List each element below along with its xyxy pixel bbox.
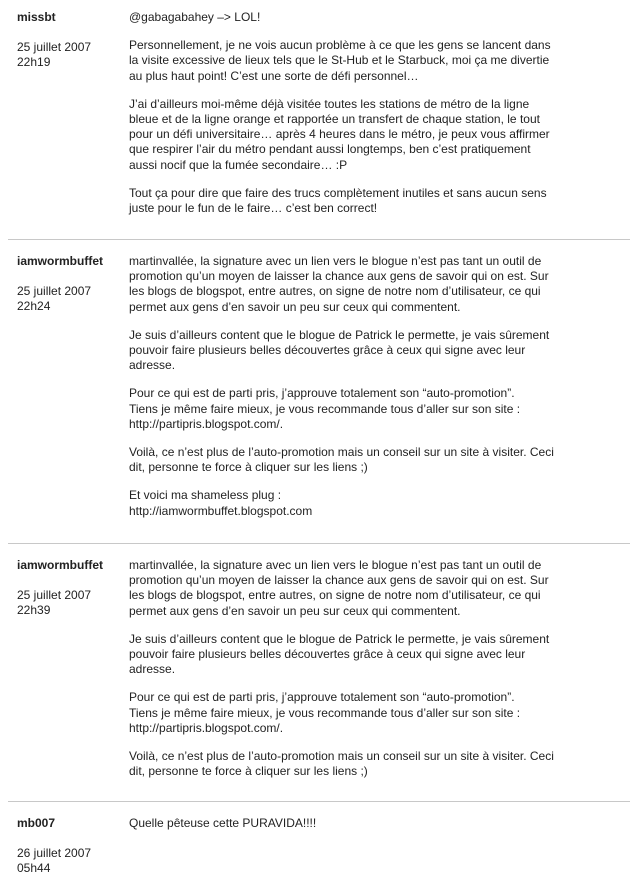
comment-time: 22h24 [17,299,51,313]
comment-meta [8,558,129,801]
comment-date: 25 juillet 2007 [17,588,92,602]
comment-meta [8,254,129,543]
comment-paragraph: Personnellement, je ne vois aucun problème à ce que les gens se lancent dans la visite excessive de lieux tels que le St-Hub et le Starbuck, moi ça me divertie au plus haut point! C’est une sorte de défi personnel… [129,38,551,83]
comment-time: 22h39 [17,603,51,617]
comment-timestamp [17,588,129,618]
comment-time: 22h19 [17,55,51,69]
comment-author[interactable]: mb007 [17,816,56,830]
comment-timestamp [17,846,129,876]
comment-paragraph: Pour ce qui est de parti pris, j’approuve totalement son “auto-promotion”. Tiens je même faire mieux, je vous recommande tous d’aller sur son site : http://partipris.blogspot.com/. [129,386,521,431]
comment-timestamp [17,40,129,70]
comment-body [129,254,630,543]
comment-paragraph: J’ai d’ailleurs moi-même déjà visitée toutes les stations de métro de la ligne bleue et de la ligne orange et rapportée un transfert de chaque station, le tout pour un défi universitaire… après 4 heures dans le métro, je peux vous affirmer que respirer l’air du métro pendant aussi longtemps, ben c’est pratiquement aussi nocif que la fumée secondaire… :P [129,96,550,172]
comment-time: 05h44 [17,861,51,875]
comment-timestamp [17,284,129,314]
comment-list [8,0,630,892]
comment-body [129,10,630,239]
comment-paragraph: Pour ce qui est de parti pris, j’approuve totalement son “auto-promotion”. Tiens je même faire mieux, je vous recommande tous d’aller sur son site : http://partipris.blogspot.com/. [129,690,521,735]
comment-author[interactable]: iamwormbuffet [17,254,104,268]
comment-meta [8,816,129,892]
comment-date: 25 juillet 2007 [17,284,92,298]
comment-paragraph: Et voici ma shameless plug : http://iamwormbuffet.blogspot.com [129,488,313,518]
comment-paragraph: martinvallée, la signature avec un lien vers le blogue n’est pas tant un outil de promotion qu’un moyen de laisser la chance aux gens de savoir qui on est. Sur les blogs de blogspot, entre autres, on signe de notre nom d’utilisateur, ce qui permet aux gens d’en savoir un peu sur ceux qui commentent. [129,254,549,314]
comment-paragraph: Tout ça pour dire que faire des trucs complètement inutiles et sans aucun sens juste pour le fun de le faire… c’est ben correct! [129,185,547,216]
comment-paragraph: Je suis d’ailleurs content que le blogue de Patrick le permette, je vais sûrement pouvoir faire plusieurs belles découvertes grâce à ceux qui signe avec leur adresse. [129,327,550,373]
comment-meta [8,10,129,239]
comment-paragraph: Voilà, ce n’est plus de l’auto-promotion mais un conseil sur un site à visiter. Ceci dit, personne te force à cliquer sur les liens ;) [129,445,554,475]
comment-paragraph: Voilà, ce n’est plus de l’auto-promotion mais un conseil sur un site à visiter. Ceci dit, personne te force à cliquer sur les liens ;) [129,749,554,779]
comment [8,802,630,892]
comment-author[interactable]: missbt [17,10,56,24]
comment-paragraph: Quelle pêteuse cette PURAVIDA!!!! [129,816,317,830]
comment [8,0,630,240]
comment-paragraph: martinvallée, la signature avec un lien vers le blogue n’est pas tant un outil de promotion qu’un moyen de laisser la chance aux gens de savoir qui on est. Sur les blogs de blogspot, entre autres, on signe de notre nom d’utilisateur, ce qui permet aux gens d’en savoir un peu sur ceux qui commentent. [129,558,549,618]
comment-paragraph: Je suis d’ailleurs content que le blogue de Patrick le permette, je vais sûrement pouvoir faire plusieurs belles découvertes grâce à ceux qui signe avec leur adresse. [129,631,550,677]
comment [8,240,630,544]
comment-body [129,558,630,801]
comment-date: 25 juillet 2007 [17,40,92,54]
comment-paragraph: @gabagabahey –> LOL! [129,10,261,24]
comment-author[interactable]: iamwormbuffet [17,558,104,572]
comment-body [129,816,630,892]
comment-date: 26 juillet 2007 [17,846,92,860]
comment [8,544,630,802]
